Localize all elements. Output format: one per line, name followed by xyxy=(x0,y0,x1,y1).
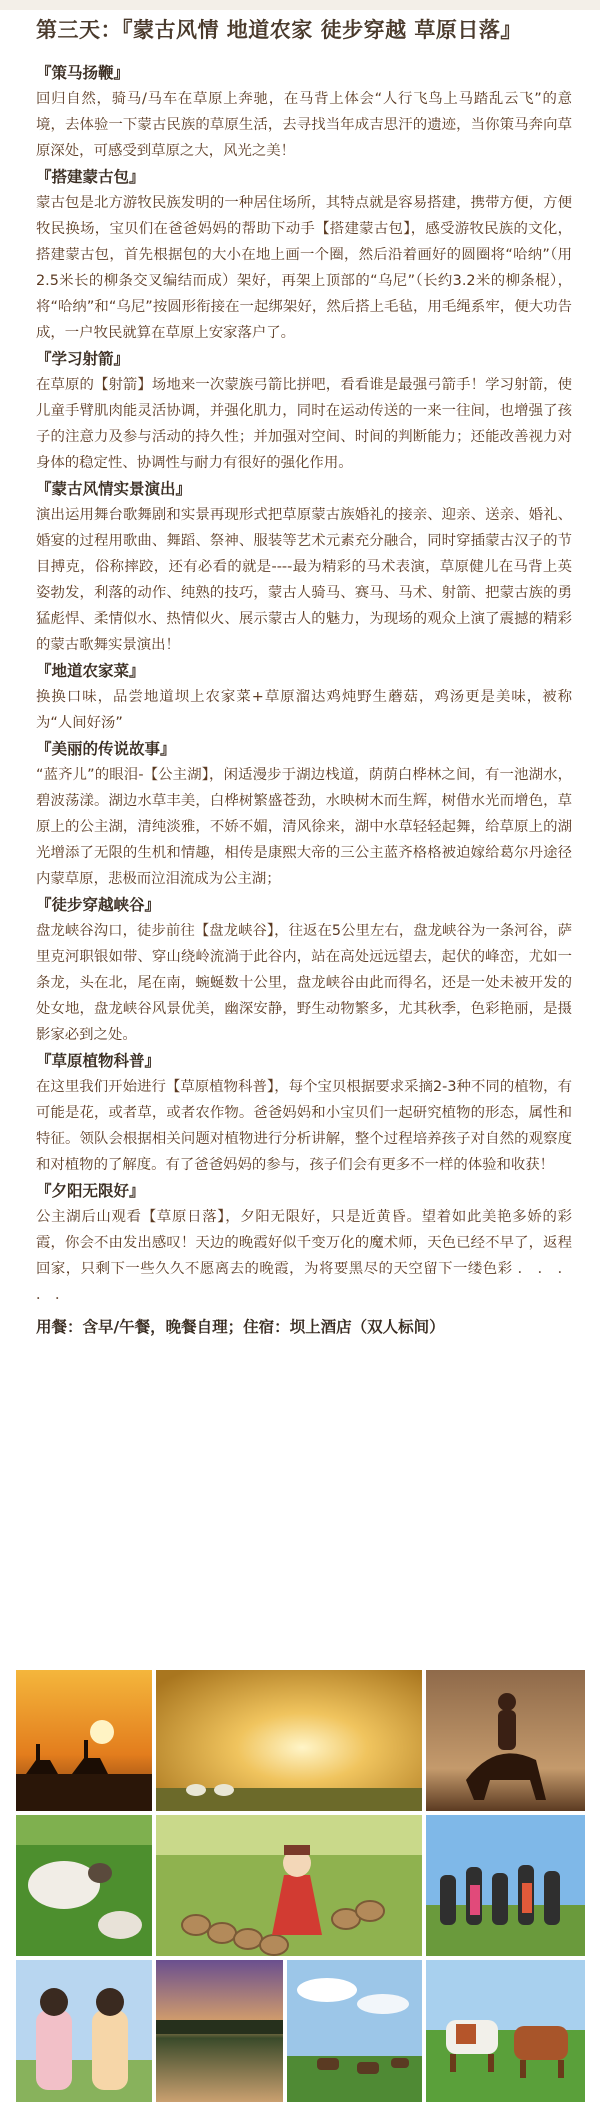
section-heading: 『搭建蒙古包』 xyxy=(36,168,145,186)
top-band xyxy=(0,0,600,10)
section-body: 在草原的【射箭】场地来一次蒙族弓箭比拼吧，看看谁是最强弓箭手！学习射箭，使儿童手臂肌肉能灵活协调，并强化肌力，同时在运动传送的一来一往间，也增强了孩子的注意力及参与活动的持久性；并加强对空间、时间的判断能力；还能改善视力对身体的稳定性、协调性与耐力有很好的强化作用。 xyxy=(36,377,572,471)
section-body: “蓝齐儿”的眼泪-【公主湖】，闲适漫步于湖边栈道，荫荫白桦林之间，有一池湖水，碧波荡漾。湖边水草丰美，白桦树繁盛苍劲，水映树木而生辉，树借水光而增色，草原上的公主湖，清纯淡雅，不娇不媚，清风徐来，湖中水草轻轻起舞，给草原上的湖光增添了无限的生机和情趣，相传是康熙大帝的三公主蓝齐格格被迫嫁给葛尔丹途径内蒙草原，悲极而泣泪流成为公主湖； xyxy=(36,767,572,887)
sheep-meadow-photo xyxy=(16,1815,152,1956)
group-photo xyxy=(426,1815,585,1956)
section-body: 盘龙峡谷沟口，徒步前往【盘龙峡谷】，往返在5公里左右，盘龙峡谷为一条河谷，萨里克河职银如带、穿山绕岭流淌于此谷内，站在高处远远望去，起伏的峰峦，尤如一条龙，头在北，尾在南，蜿蜒数十公里，盘龙峡谷由此而得名，还是一处未被开发的处女地，盘龙峡谷风景优美，幽深安静，野生动物繁多，尤其秋季，色彩艳丽，是摄影家必到之处。 xyxy=(36,923,572,1043)
section-canyon xyxy=(36,892,572,1048)
section-archery xyxy=(36,346,572,476)
section-riding xyxy=(36,60,572,164)
horses-pasture-photo xyxy=(287,1960,422,2102)
day-title: 第三天：『蒙古风情 地道农家 徒步穿越 草原日落』 xyxy=(36,18,522,42)
section-body: 公主湖后山观看【草原日落】，夕阳无限好，只是近黄昏。望着如此美艳多娇的彩霞，你会不由发出感叹！天边的晚霞好似千变万化的魔术师，天色已经不早了，返程回家，只剩下一些久久不愿离去的晚霞，为将要黑尽的天空留下一缕色彩 ． ． ． ． ． xyxy=(36,1209,572,1303)
riders-sunset-photo xyxy=(16,1670,152,1811)
section-heading: 『徒步穿越峡谷』 xyxy=(36,896,161,914)
section-heading: 『夕阳无限好』 xyxy=(36,1182,145,1200)
section-heading: 『学习射箭』 xyxy=(36,350,130,368)
itinerary-content xyxy=(36,60,572,1340)
lake-reflection-photo xyxy=(156,1960,283,2102)
section-body: 换换口味，品尝地道坝上农家菜+草原溜达鸡炖野生蘑菇，鸡汤更是美味，被称为“人间好汤” xyxy=(36,689,572,731)
children-heart-photo xyxy=(16,1960,152,2102)
section-body: 演出运用舞台歌舞剧和实景再现形式把草原蒙古族婚礼的接亲、迎亲、送亲、婚礼、婚宴的过程用歌曲、舞蹈、祭神、服装等艺术元素充分融合，同时穿插蒙古汉子的节目搏克，俗称摔跤，还有必看的就是----最为精彩的马术表演，草原健儿在马背上英姿勃发，利落的动作、纯熟的技巧，蒙古人骑马、赛马、马术、射箭、把蒙古族的勇猛彪悍、柔情似水、热情似火、展示蒙古人的魅力，为现场的观众上演了震撼的精彩的蒙古歌舞实景演出！ xyxy=(36,507,572,653)
section-farm-food xyxy=(36,658,572,736)
section-heading: 『蒙古风情实景演出』 xyxy=(36,480,192,498)
meals-lodging-line: 用餐：含早/午餐，晚餐自理；住宿：坝上酒店（双人标间） xyxy=(36,1318,445,1336)
horse-rider-photo xyxy=(426,1670,585,1811)
section-body: 在这里我们开始进行【草原植物科普】，每个宝贝根据要求采摘2-3种不同的植物，有可能是花，或者草，或者农作物。爸爸妈妈和小宝贝们一起研究植物的形态，属性和特征。领队会根据相关问题对植物进行分析讲解，整个过程培养孩子对自然的观察度和对植物的了解度。有了爸爸妈妈的参与，孩子们会有更多不一样的体验和收获！ xyxy=(36,1079,572,1173)
grassland-sunrise-photo xyxy=(156,1670,422,1811)
section-heading: 『地道农家菜』 xyxy=(36,662,145,680)
section-legend xyxy=(36,736,572,892)
photo-gallery xyxy=(16,1670,585,2102)
section-heading: 『策马扬鞭』 xyxy=(36,64,130,82)
section-heading: 『草原植物科普』 xyxy=(36,1052,161,1070)
section-heading: 『美丽的传说故事』 xyxy=(36,740,176,758)
section-plants xyxy=(36,1048,572,1178)
section-yurt xyxy=(36,164,572,346)
section-body: 回归自然，骑马/马车在草原上奔驰，在马背上体会“人行飞鸟上马踏乱云飞”的意境，去体验一下蒙古民族的草原生活，去寻找当年成吉思汗的遗迹，当你策马奔向草原深处，可感受到草原之大，风光之美！ xyxy=(36,91,572,159)
section-body: 蒙古包是北方游牧民族发明的一种居住场所，其特点就是容易搭建，携带方便，方便牧民换场，宝贝们在爸爸妈妈的帮助下动手【搭建蒙古包】，感受游牧民族的文化，搭建蒙古包，首先根据包的大小在地上画一个圈，然后沿着画好的圆圈将“哈纳”（用2.5米长的柳条交叉编结而成）架好，再架上顶部的“乌尼”（长约3.2米的柳条棍），将“哈纳”和“乌尼”按圆形衔接在一起绑架好，然后搭上毛毡，用毛绳系牢，便大功告成，一户牧民就算在草原上安家落户了。 xyxy=(36,195,572,341)
child-on-logs-photo xyxy=(156,1815,422,1956)
cattle-grassland-photo xyxy=(426,1960,585,2102)
section-show xyxy=(36,476,572,658)
section-sunset xyxy=(36,1178,572,1308)
